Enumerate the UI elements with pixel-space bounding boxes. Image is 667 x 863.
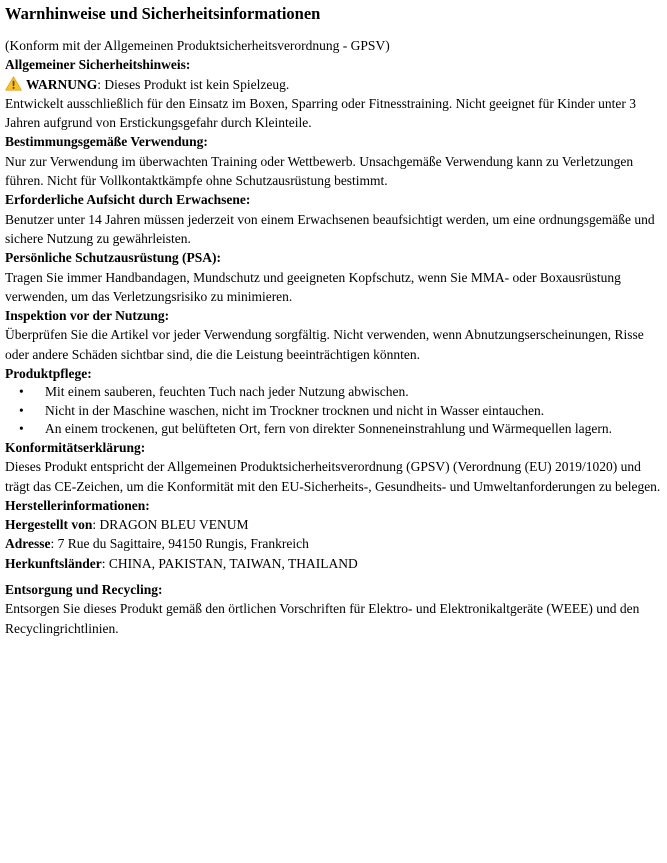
care-bullet-item: • An einem trockenen, gut belüfteten Ort, fern von direkter Sonneneinstrahlung und Wärmequellen lagern. <box>5 420 661 438</box>
manufacturer-row-address <box>5 534 661 553</box>
section-heading-intended-use: Bestimmungsgemäße Verwendung: <box>5 134 208 150</box>
conformity-text: Dieses Produkt entspricht der Allgemeinen Produktsicherheitsverordnung (GPSV) (Verordnung (EU) 2019/1020) und trägt das CE-Zeichen, um die Konformität mit den EU-Sicherheits-, Gesundheits- und Umweltanforderungen zu belegen. <box>5 459 661 494</box>
manufacturer-value: : DRAGON BLEU VENUM <box>92 517 249 533</box>
manufacturer-info <box>5 515 661 573</box>
disposal-text: Entsorgen Sie dieses Produkt gemäß den örtlichen Vorschriften für Elektro- und Elektronikaltgeräte (WEEE) und den Recyclingrichtlinien. <box>5 601 640 636</box>
manufacturer-value: : 7 Rue du Sagittaire, 94150 Rungis, Frankreich <box>50 536 309 552</box>
manufacturer-row-origin <box>5 554 661 573</box>
inspection-text: Überprüfen Sie die Artikel vor jeder Verwendung sorgfältig. Nicht verwenden, wenn Abnutzungserscheinungen, Risse oder andere Schäden sichtbar sind, die die Leistung beeinträchtigen könnten. <box>5 327 644 362</box>
section-heading-ppe: Persönliche Schutzausrüstung (PSA): <box>5 250 222 266</box>
warning-label: WARNUNG <box>26 76 98 92</box>
manufacturer-label: Herkunftsländer <box>5 555 102 571</box>
manufacturer-label: Hergestellt von <box>5 517 93 533</box>
warning-sentence: : Dieses Produkt ist kein Spielzeug. <box>97 76 290 92</box>
manufacturer-value: : CHINA, PAKISTAN, TAIWAN, THAILAND <box>101 555 358 571</box>
ppe-text: Tragen Sie immer Handbandagen, Mundschutz und geeigneten Kopfschutz, wenn Sie MMA- oder Boxausrüstung verwenden, um das Verletzungsrisiko zu minimieren. <box>5 269 621 304</box>
section-heading-supervision: Erforderliche Aufsicht durch Erwachsene: <box>5 192 251 208</box>
section-heading-inspection: Inspektion vor der Nutzung: <box>5 308 170 324</box>
manufacturer-label: Adresse <box>5 536 51 552</box>
section-heading-disposal: Entsorgung und Recycling: <box>5 582 163 598</box>
manufacturer-row-made-by <box>5 515 661 534</box>
section-heading-manufacturer: Herstellerinformationen: <box>5 497 150 513</box>
warning-icon <box>5 76 22 91</box>
section-heading-general-safety: Allgemeiner Sicherheitshinweis: <box>5 57 191 73</box>
section-heading-conformity: Konformitätserklärung: <box>5 439 146 455</box>
care-bullet-item: • Nicht in der Maschine waschen, nicht im Trockner trocknen und nicht in Wasser eintauchen. <box>5 402 661 420</box>
supervision-text: Benutzer unter 14 Jahren müssen jederzeit von einem Erwachsenen beaufsichtigt werden, um eine ordnungsgemäße und sichere Nutzung zu gewährleisten. <box>5 211 655 246</box>
care-bullet-list <box>5 383 661 438</box>
warning-paragraph <box>5 75 661 133</box>
gpsv-subtitle: (Konform mit der Allgemeinen Produktsicherheitsverordnung - GPSV) <box>5 38 390 53</box>
intended-use-text: Nur zur Verwendung im überwachten Training oder Wettbewerb. Unsachgemäße Verwendung kann zu Verletzungen führen. Nicht für Vollkontaktkämpfe ohne Schutzausrüstung bestimmt. <box>5 153 634 189</box>
section-heading-care: Produktpflege: <box>5 366 92 382</box>
warning-body-text: Entwickelt ausschließlich für den Einsatz im Boxen, Sparring oder Fitnesstraining. Nicht geeignet für Kinder unter 3 Jahren aufgrund von Erstickungsgefahr durch Kleinteile. <box>5 95 636 131</box>
care-bullet-item: • Mit einem sauberen, feuchten Tuch nach jeder Nutzung abwischen. <box>5 383 661 401</box>
page-title: Warnhinweise und Sicherheitsinformationen <box>5 4 321 23</box>
